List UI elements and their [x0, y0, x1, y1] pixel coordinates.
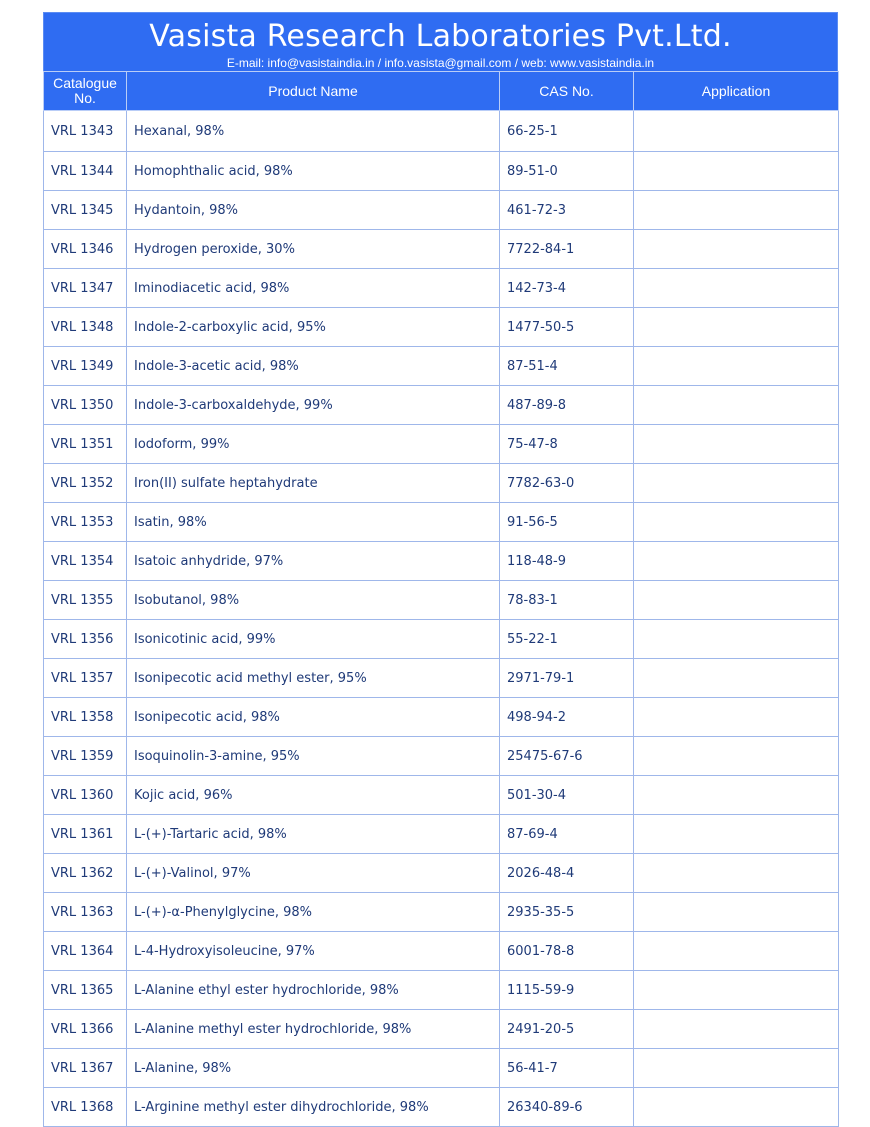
catalogue-header-line2: No.: [74, 90, 96, 106]
application-cell: [634, 269, 839, 308]
application-cell: [634, 542, 839, 581]
catalogue-cell: VRL 1366: [44, 1010, 127, 1049]
product-name-cell: Indole-3-acetic acid, 98%: [127, 347, 500, 386]
application-cell: [634, 111, 839, 152]
application-cell: [634, 503, 839, 542]
product-name-cell: Iodoform, 99%: [127, 425, 500, 464]
product-name-cell: L-(+)-α-Phenylglycine, 98%: [127, 893, 500, 932]
product-name-cell: Isoquinolin-3-amine, 95%: [127, 737, 500, 776]
table-row: [44, 659, 839, 698]
application-cell: [634, 1088, 839, 1127]
catalogue-cell: VRL 1365: [44, 971, 127, 1010]
product-name-cell: Isonicotinic acid, 99%: [127, 620, 500, 659]
application-cell: [634, 659, 839, 698]
cas-cell: 75-47-8: [500, 425, 634, 464]
catalogue-cell: VRL 1343: [44, 111, 127, 152]
catalogue-cell: VRL 1361: [44, 815, 127, 854]
cas-cell: 56-41-7: [500, 1049, 634, 1088]
table-row: [44, 854, 839, 893]
catalogue-cell: VRL 1345: [44, 191, 127, 230]
product-name-cell: L-(+)-Tartaric acid, 98%: [127, 815, 500, 854]
application-cell: [634, 464, 839, 503]
cas-cell: 7782-63-0: [500, 464, 634, 503]
product-name-cell: Hexanal, 98%: [127, 111, 500, 152]
catalogue-cell: VRL 1360: [44, 776, 127, 815]
product-name-cell: L-Alanine, 98%: [127, 1049, 500, 1088]
cas-cell: 7722-84-1: [500, 230, 634, 269]
table-row: [44, 386, 839, 425]
cas-cell: 2026-48-4: [500, 854, 634, 893]
catalogue-cell: VRL 1346: [44, 230, 127, 269]
catalogue-cell: VRL 1357: [44, 659, 127, 698]
application-cell: [634, 1049, 839, 1088]
catalogue-header-line1: Catalogue: [53, 75, 117, 91]
application-cell: [634, 620, 839, 659]
cas-cell: 1115-59-9: [500, 971, 634, 1010]
column-header-cas: CAS No.: [500, 72, 634, 111]
application-cell: [634, 425, 839, 464]
cas-cell: 55-22-1: [500, 620, 634, 659]
application-cell: [634, 932, 839, 971]
application-cell: [634, 581, 839, 620]
application-cell: [634, 152, 839, 191]
cas-cell: 487-89-8: [500, 386, 634, 425]
catalogue-cell: VRL 1354: [44, 542, 127, 581]
table-row: [44, 698, 839, 737]
table-row: [44, 542, 839, 581]
cas-cell: 91-56-5: [500, 503, 634, 542]
catalogue-cell: VRL 1348: [44, 308, 127, 347]
product-name-cell: Isatoic anhydride, 97%: [127, 542, 500, 581]
catalogue-cell: VRL 1363: [44, 893, 127, 932]
table-row: [44, 1088, 839, 1127]
product-name-cell: L-(+)-Valinol, 97%: [127, 854, 500, 893]
cas-cell: 498-94-2: [500, 698, 634, 737]
cas-cell: 26340-89-6: [500, 1088, 634, 1127]
table-row: [44, 425, 839, 464]
product-name-cell: L-Alanine ethyl ester hydrochloride, 98%: [127, 971, 500, 1010]
contact-line: E-mail: info@vasistaindia.in / info.vasista@gmail.com / web: www.vasistaindia.in: [226, 56, 655, 70]
cas-cell: 142-73-4: [500, 269, 634, 308]
catalogue-cell: VRL 1349: [44, 347, 127, 386]
product-name-cell: Indole-3-carboxaldehyde, 99%: [127, 386, 500, 425]
table-row: [44, 191, 839, 230]
cas-cell: 66-25-1: [500, 111, 634, 152]
product-name-cell: Indole-2-carboxylic acid, 95%: [127, 308, 500, 347]
product-name-cell: Iron(II) sulfate heptahydrate: [127, 464, 500, 503]
catalogue-cell: VRL 1355: [44, 581, 127, 620]
application-cell: [634, 386, 839, 425]
application-cell: [634, 737, 839, 776]
table-row: [44, 1049, 839, 1088]
table-row: [44, 308, 839, 347]
catalogue-cell: VRL 1364: [44, 932, 127, 971]
product-name-cell: Isobutanol, 98%: [127, 581, 500, 620]
column-header-catalogue: [44, 72, 127, 111]
cas-cell: 2971-79-1: [500, 659, 634, 698]
catalogue-cell: VRL 1359: [44, 737, 127, 776]
application-cell: [634, 698, 839, 737]
table-header-row: [44, 72, 839, 111]
application-cell: [634, 230, 839, 269]
table-row: [44, 230, 839, 269]
product-name-cell: Isonipecotic acid, 98%: [127, 698, 500, 737]
cas-cell: 2935-35-5: [500, 893, 634, 932]
catalogue-cell: VRL 1356: [44, 620, 127, 659]
application-cell: [634, 347, 839, 386]
table-row: [44, 347, 839, 386]
cas-cell: 2491-20-5: [500, 1010, 634, 1049]
table-row: [44, 1010, 839, 1049]
application-cell: [634, 815, 839, 854]
catalogue-cell: VRL 1344: [44, 152, 127, 191]
product-name-cell: Iminodiacetic acid, 98%: [127, 269, 500, 308]
catalogue-cell: VRL 1351: [44, 425, 127, 464]
catalogue-cell: VRL 1353: [44, 503, 127, 542]
product-name-cell: Isatin, 98%: [127, 503, 500, 542]
application-cell: [634, 308, 839, 347]
product-name-cell: L-Arginine methyl ester dihydrochloride, 98%: [127, 1088, 500, 1127]
cas-cell: 461-72-3: [500, 191, 634, 230]
product-name-cell: L-Alanine methyl ester hydrochloride, 98%: [127, 1010, 500, 1049]
cas-cell: 87-51-4: [500, 347, 634, 386]
cas-cell: 87-69-4: [500, 815, 634, 854]
product-name-cell: Isonipecotic acid methyl ester, 95%: [127, 659, 500, 698]
column-header-product: Product Name: [127, 72, 500, 111]
application-cell: [634, 1010, 839, 1049]
cas-cell: 501-30-4: [500, 776, 634, 815]
table-row: [44, 971, 839, 1010]
table-row: [44, 464, 839, 503]
company-name: Vasista Research Laboratories Pvt.Ltd.: [149, 19, 732, 54]
catalogue-cell: VRL 1358: [44, 698, 127, 737]
table-row: [44, 776, 839, 815]
table-row: [44, 737, 839, 776]
table-row: [44, 152, 839, 191]
column-header-application: Application: [634, 72, 839, 111]
product-name-cell: L-4-Hydroxyisoleucine, 97%: [127, 932, 500, 971]
table-row: [44, 111, 839, 152]
catalogue-cell: VRL 1362: [44, 854, 127, 893]
table-row: [44, 815, 839, 854]
product-table: [43, 71, 839, 1127]
application-cell: [634, 854, 839, 893]
catalogue-cell: VRL 1347: [44, 269, 127, 308]
table-row: [44, 581, 839, 620]
catalogue-cell: VRL 1352: [44, 464, 127, 503]
application-cell: [634, 971, 839, 1010]
cas-cell: 89-51-0: [500, 152, 634, 191]
product-name-cell: Hydantoin, 98%: [127, 191, 500, 230]
product-name-cell: Homophthalic acid, 98%: [127, 152, 500, 191]
catalogue-sheet: [43, 12, 838, 1127]
catalogue-cell: VRL 1368: [44, 1088, 127, 1127]
cas-cell: 1477-50-5: [500, 308, 634, 347]
table-row: [44, 932, 839, 971]
table-row: [44, 269, 839, 308]
catalogue-cell: VRL 1350: [44, 386, 127, 425]
table-row: [44, 503, 839, 542]
cas-cell: 78-83-1: [500, 581, 634, 620]
product-name-cell: Kojic acid, 96%: [127, 776, 500, 815]
product-name-cell: Hydrogen peroxide, 30%: [127, 230, 500, 269]
cas-cell: 25475-67-6: [500, 737, 634, 776]
table-row: [44, 620, 839, 659]
application-cell: [634, 893, 839, 932]
header-banner: [43, 12, 838, 71]
application-cell: [634, 191, 839, 230]
cas-cell: 118-48-9: [500, 542, 634, 581]
catalogue-cell: VRL 1367: [44, 1049, 127, 1088]
application-cell: [634, 776, 839, 815]
cas-cell: 6001-78-8: [500, 932, 634, 971]
table-row: [44, 893, 839, 932]
